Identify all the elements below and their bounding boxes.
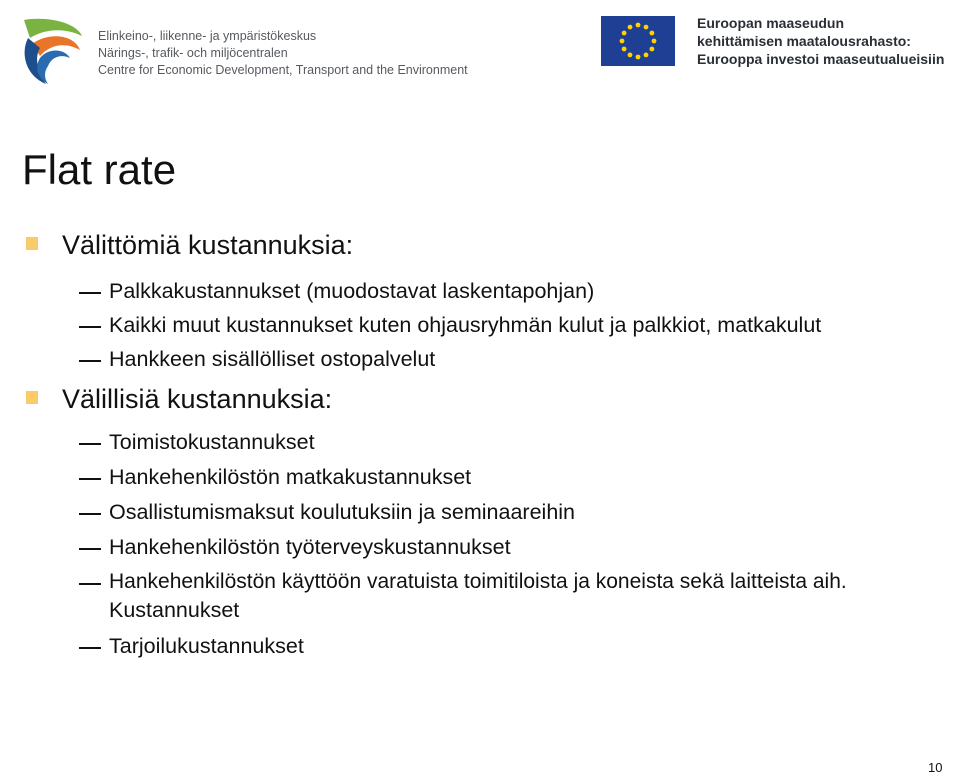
ely-line-en: Centre for Economic Development, Transport and the Environment xyxy=(98,63,468,77)
dash-bullet-icon xyxy=(79,647,101,649)
dash-bullet-icon xyxy=(79,478,101,480)
dash-bullet-icon xyxy=(79,513,101,515)
list-item: Tarjoilukustannukset xyxy=(109,634,304,658)
square-bullet-icon xyxy=(26,391,38,404)
section-heading-direct: Välittömiä kustannuksia: xyxy=(62,230,354,260)
list-item: Osallistumismaksut koulutuksiin ja seminaareihin xyxy=(109,500,576,524)
dash-bullet-icon xyxy=(79,326,101,328)
slide-title: Flat rate xyxy=(22,146,177,193)
slide-header xyxy=(0,0,960,100)
list-item: Toimistokustannukset xyxy=(109,430,315,454)
ely-line-fi: Elinkeino-, liikenne- ja ympäristökeskus xyxy=(98,29,317,43)
ely-org-name xyxy=(98,28,468,79)
list-item: Hankehenkilöstön käyttöön varatuista toimitiloista ja koneista sekä laitteista aih. xyxy=(109,570,847,593)
list-item-continuation: Kustannukset xyxy=(109,598,240,622)
list-item: Palkkakustannukset (muodostavat laskentapohjan) xyxy=(109,279,595,303)
list-item: Hankehenkilöstön matkakustannukset xyxy=(109,465,472,489)
eu-line-3: Eurooppa investoi maaseutualueisiin xyxy=(697,51,945,67)
square-bullet-icon xyxy=(26,237,38,250)
list-item: Kaikki muut kustannukset kuten ohjausryhmän kulut ja palkkiot, matkakulut xyxy=(109,313,822,337)
eu-flag-icon xyxy=(601,16,675,66)
dash-bullet-icon xyxy=(79,548,101,550)
dash-bullet-icon xyxy=(79,443,101,445)
eu-line-2: kehittämisen maatalousrahasto: xyxy=(697,33,911,49)
page-number: 10 xyxy=(928,760,943,775)
eu-fund-name xyxy=(697,14,944,68)
section-heading-indirect: Välillisiä kustannuksia: xyxy=(62,384,333,414)
dash-bullet-icon xyxy=(79,292,101,294)
eu-line-1: Euroopan maaseudun xyxy=(697,15,845,31)
dash-bullet-icon xyxy=(79,583,101,585)
dash-bullet-icon xyxy=(79,360,101,362)
list-item: Hankkeen sisällölliset ostopalvelut xyxy=(109,347,436,371)
ely-line-sv: Närings-, trafik- och miljöcentralen xyxy=(98,46,288,60)
list-item: Hankehenkilöstön työterveyskustannukset xyxy=(109,535,511,559)
ely-logo xyxy=(18,14,88,86)
